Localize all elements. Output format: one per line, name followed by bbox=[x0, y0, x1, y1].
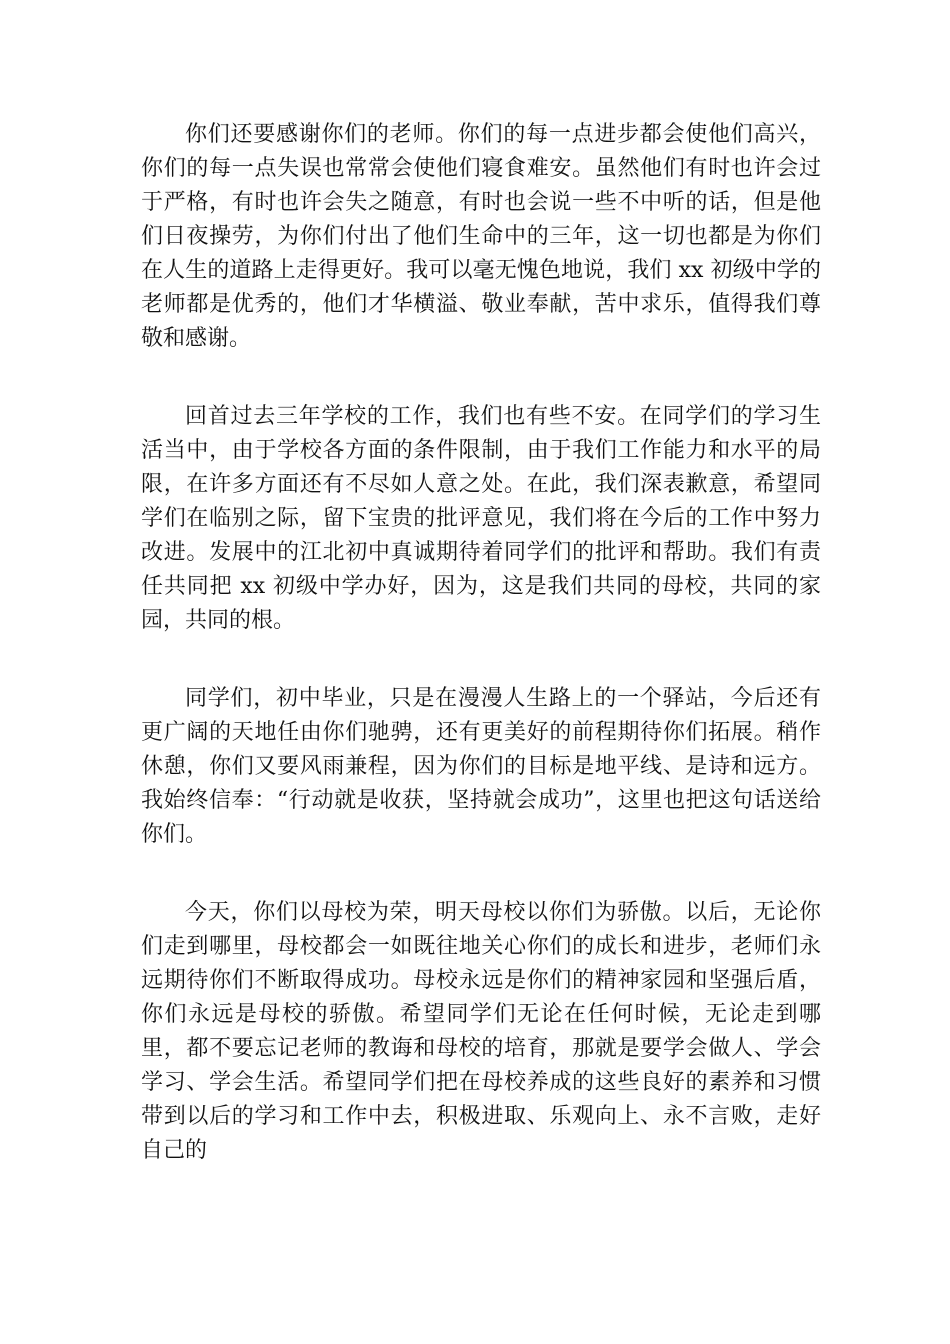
paragraph-alma-mater-pride: 今天，你们以母校为荣，明天母校以你们为骄傲。以后，无论你们走到哪里，母校都会一如既往地关心你们的成长和进步，老师们永远期待你们不断取得成功。母校永远是你们的精神家园和坚强后盾，你们永远是母校的骄傲。希望同学们无论在任何时候，无论走到哪里，都不要忘记老师的教诲和母校的培育，那就是要学会做人、学会学习、学会生活。希望同学们把在母校养成的这些良好的素养和习惯带到以后的学习和工作中去，积极进取、乐观向上、永不言败，走好自己的 bbox=[141, 900, 821, 1163]
paragraph-graduation-journey: 同学们，初中毕业，只是在漫漫人生路上的一个驿站，今后还有更广阔的天地任由你们驰骋，还有更美好的前程期待你们拓展。稍作休憩，你们又要风雨兼程，因为你们的目标是地平线、是诗和远方。我始终信奉：“行动就是收获，坚持就会成功”，这里也把这句话送给你们。 bbox=[141, 686, 821, 847]
paragraph-school-review: 回首过去三年学校的工作，我们也有些不安。在同学们的学习生活当中，由于学校各方面的条件限制，由于我们工作能力和水平的局限，在许多方面还有不尽如人意之处。在此，我们深表歉意，希望同学们在临别之际，留下宝贵的批评意见，我们将在今后的工作中努力改进。发展中的江北初中真诚期待着同学们的批评和帮助。我们有责任共同把 xx 初级中学办好，因为，这是我们共同的母校，共同的家园，共同的根。 bbox=[141, 404, 821, 633]
paragraph-thank-teachers: 你们还要感谢你们的老师。你们的每一点进步都会使他们高兴，你们的每一点失误也常常会使他们寝食难安。虽然他们有时也许会过于严格，有时也许会失之随意，有时也会说一些不中听的话，但是他们日夜操劳，为你们付出了他们生命中的三年，这一切也都是为你们在人生的道路上走得更好。我可以毫无愧色地说，我们 xx 初级中学的老师都是优秀的，他们才华横溢、敬业奉献，苦中求乐，值得我们尊敬和感谢。 bbox=[141, 122, 821, 351]
document-body bbox=[141, 118, 821, 1212]
